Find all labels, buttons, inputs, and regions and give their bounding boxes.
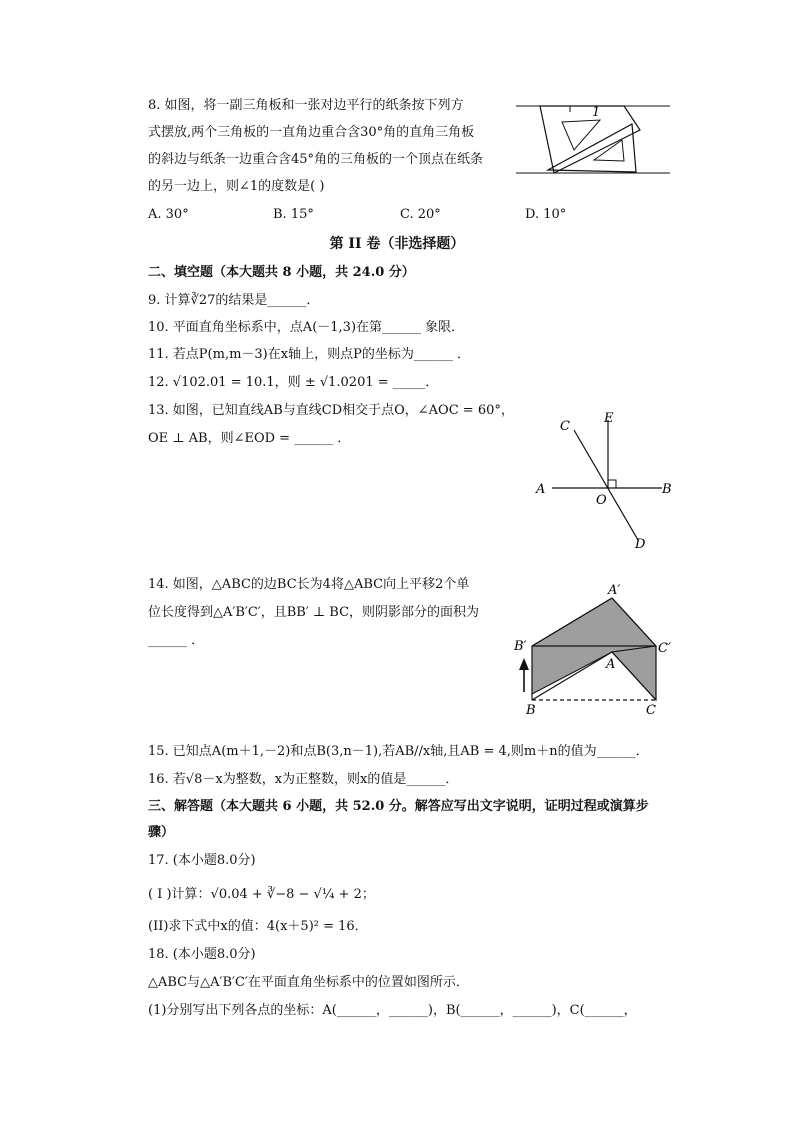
q13-line-1: 13. 如图，已知直线AB与直线CD相交于点O，∠AOC = 60°，	[148, 403, 514, 418]
q17-title: 17. (本小题8.0分)	[148, 853, 256, 868]
label-a: A	[606, 657, 616, 672]
line-cd	[574, 430, 638, 540]
label-c-prime: C′	[658, 641, 671, 656]
q8-option-c: C. 20°	[400, 207, 441, 222]
shaded-region-right	[612, 646, 656, 700]
label-o: O	[596, 493, 607, 508]
q18-title: 18. (本小题8.0分)	[148, 947, 256, 962]
q8-line-4: 的另一边上，则∠1的度数是( )	[148, 179, 325, 194]
q13-line-2: OE ⊥ AB，则∠EOD = ______ ．	[148, 431, 351, 446]
q14-line-2: 位长度得到△A′B′C′，且BB′ ⊥ BC，则阴影部分的面积为	[148, 605, 480, 620]
q16: 16. 若√8－x为整数，x为正整数，则x的值是______．	[148, 772, 459, 787]
q17-part2: (II)求下式中x的值：4(x＋5)² = 16．	[148, 919, 368, 934]
q9: 9. 计算∛27的结果是______．	[148, 293, 320, 308]
q12: 12. √102.01 = 10.1，则 ± √1.0201 = _____．	[148, 375, 439, 390]
section3-header-2: 骤）	[148, 825, 175, 840]
q8-option-d: D. 10°	[525, 207, 567, 222]
label-d: D	[635, 537, 646, 552]
right-angle-mark	[608, 480, 616, 488]
label-a: A	[536, 482, 546, 497]
q13-figure	[530, 408, 680, 553]
q17-part1: ( I )计算：√0.04 + ∛−8 − √¼ + 2；	[148, 887, 375, 902]
q8-option-a: A. 30°	[148, 207, 189, 222]
q8-option-b: B. 15°	[273, 207, 314, 222]
label-b-prime: B′	[514, 639, 527, 654]
q8-line-3: 的斜边与纸条一边重合含45°角的三角板的一个顶点在纸条	[148, 152, 484, 167]
section3-header-1: 三、解答题（本大题共 6 小题，共 52.0 分。解答应写出文字说明，证明过程或演算步	[148, 799, 649, 814]
q14-line-3: ______ ．	[148, 633, 205, 648]
q10: 10. 平面直角坐标系中，点A(－1,3)在第______ 象限．	[148, 320, 465, 335]
q8-line-1: 8. 如图，将一副三角板和一张对边平行的纸条按下列方	[148, 98, 464, 113]
part2-title: 第 II 卷（非选择题）	[329, 236, 465, 252]
q8-figure	[512, 96, 674, 180]
triangle-30	[540, 106, 640, 173]
label-b: B	[526, 703, 536, 718]
q18-line-2: (1)分别写出下列各点的坐标：A(______，______)，B(______，______)，C(______，	[148, 1003, 637, 1018]
q11: 11. 若点P(m,m－3)在x轴上，则点P的坐标为______ ．	[148, 347, 470, 362]
q14-figure	[510, 582, 685, 720]
q15: 15. 已知点A(m＋1,－2)和点B(3,n－1),若AB//x轴,且AB = 4,则m＋n的值为______．	[148, 744, 649, 759]
label-e: E	[604, 411, 614, 426]
q18-line-1: △ABC与△A′B′C′在平面直角坐标系中的位置如图所示．	[148, 975, 469, 990]
angle-1-label: 1	[592, 105, 601, 120]
section2-header: 二、填空题（本大题共 8 小题，共 24.0 分）	[148, 265, 415, 280]
label-c: C	[560, 419, 570, 434]
label-b: B	[662, 482, 672, 497]
q8-line-2: 式摆放,两个三角板的一直角边重合含30°角的直角三角板	[148, 125, 475, 140]
q14-line-1: 14. 如图，△ABC的边BC长为4将△ABC向上平移2个单	[148, 577, 470, 592]
label-c: C	[646, 703, 656, 718]
label-a-prime: A′	[608, 583, 621, 598]
triangle-30-inner	[562, 120, 600, 150]
